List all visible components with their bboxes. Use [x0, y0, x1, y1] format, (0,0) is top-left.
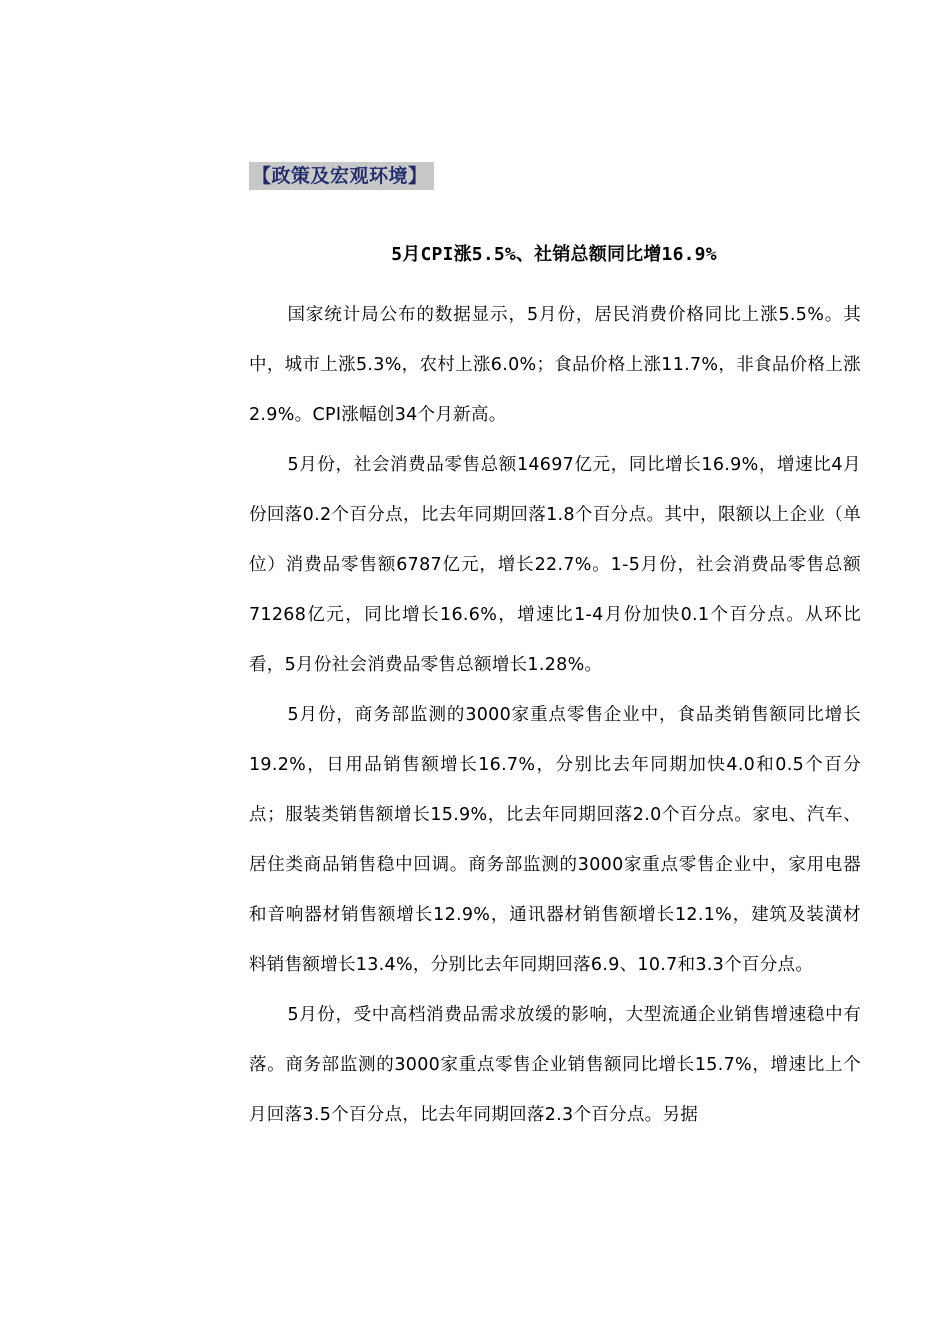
section-heading: 【政策及宏观环境】 — [249, 162, 434, 190]
paragraph-large-distribution: 5月份，受中高档消费品需求放缓的影响，大型流通企业销售增速稳中有落。商务部监测的3000家重点零售企业销售额同比增长15.7%，增速比上个月回落3.5个百分点，比去年同期回落2.3个百分点。另据 — [249, 1005, 861, 1125]
paragraph-key-retailers: 5月份，商务部监测的3000家重点零售企业中，食品类销售额同比增长19.2%，日用品销售额增长16.7%，分别比去年同期加快4.0和0.5个百分点；服装类销售额增长15.9%，比去年同期回落2.0个百分点。家电、汽车、居住类商品销售稳中回调。商务部监测的3000家重点零售企业中，家用电器和音响器材销售额增长12.9%，通讯器材销售额增长12.1%，建筑及装潢材料销售额增长13.4%，分别比去年同期回落6.9、10.7和3.3个百分点。 — [249, 705, 861, 975]
article-headline: 5月CPI涨5.5%、社销总额同比增16.9% — [391, 244, 717, 265]
article-body — [249, 290, 861, 1140]
paragraph-cpi: 国家统计局公布的数据显示，5月份，居民消费价格同比上涨5.5%。其中，城市上涨5.3%，农村上涨6.0%；食品价格上涨11.7%，非食品价格上涨2.9%。CPI涨幅创34个月新高。 — [249, 305, 861, 425]
paragraph-retail-sales: 5月份，社会消费品零售总额14697亿元，同比增长16.9%，增速比4月份回落0.2个百分点，比去年同期回落1.8个百分点。其中，限额以上企业（单位）消费品零售额6787亿元，增长22.7%。1-5月份，社会消费品零售总额71268亿元，同比增长16.6%，增速比1-4月份加快0.1个百分点。从环比看，5月份社会消费品零售总额增长1.28%。 — [249, 455, 861, 675]
